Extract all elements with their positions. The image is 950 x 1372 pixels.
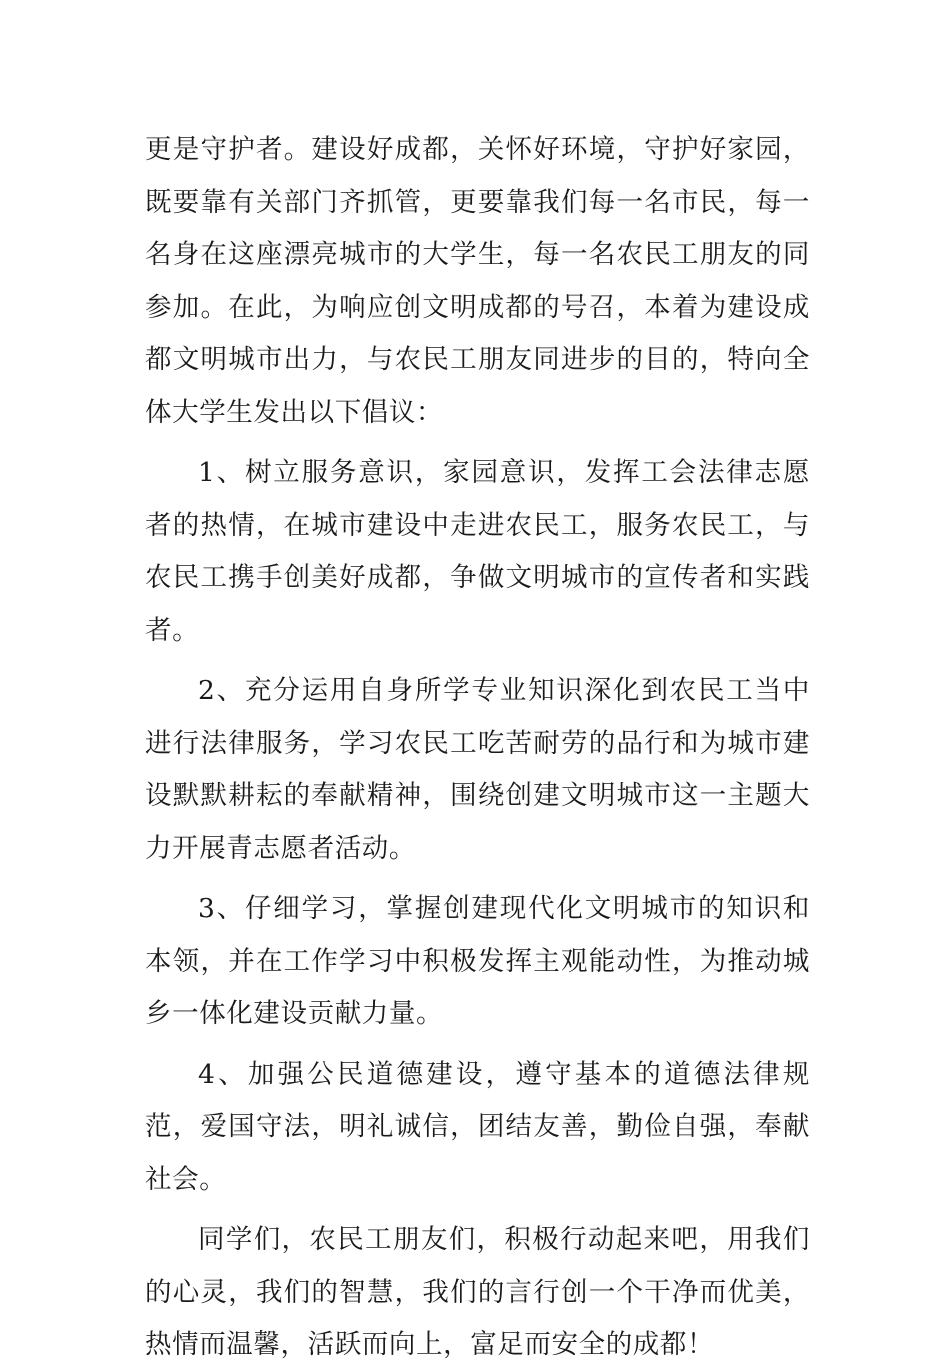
paragraph-item-2: 2、充分运用自身所学专业知识深化到农民工当中进行法律服务，学习农民工吃苦耐劳的品行和为城市建设默默耕耘的奉献精神，围绕创建文明城市这一主题大力开展青志愿者活动。	[145, 675, 810, 864]
document-body	[145, 124, 810, 1372]
paragraph-closing: 同学们，农民工朋友们，积极行动起来吧，用我们的心灵，我们的智慧，我们的言行创一个干净而优美，热情而温馨，活跃而向上，富足而安全的成都！	[145, 1224, 810, 1360]
paragraph-item-3: 3、仔细学习，掌握创建现代化文明城市的知识和本领，并在工作学习中积极发挥主观能动性，为推动城乡一体化建设贡献力量。	[145, 893, 810, 1029]
paragraph-item-1: 1、树立服务意识，家园意识，发挥工会法律志愿者的热情，在城市建设中走进农民工，服务农民工，与农民工携手创美好成都，争做文明城市的宣传者和实践者。	[145, 457, 810, 646]
paragraph-intro: 更是守护者。建设好成都，关怀好环境，守护好家园，既要靠有关部门齐抓管，更要靠我们每一名市民，每一名身在这座漂亮城市的大学生，每一名农民工朋友的同参加。在此，为响应创文明成都的号召，本着为建设成都文明城市出力，与农民工朋友同进步的目的，特向全体大学生发出以下倡议：	[145, 134, 810, 428]
paragraph-item-4: 4、加强公民道德建设，遵守基本的道德法律规范，爱国守法，明礼诚信，团结友善，勤俭自强，奉献社会。	[145, 1058, 810, 1195]
